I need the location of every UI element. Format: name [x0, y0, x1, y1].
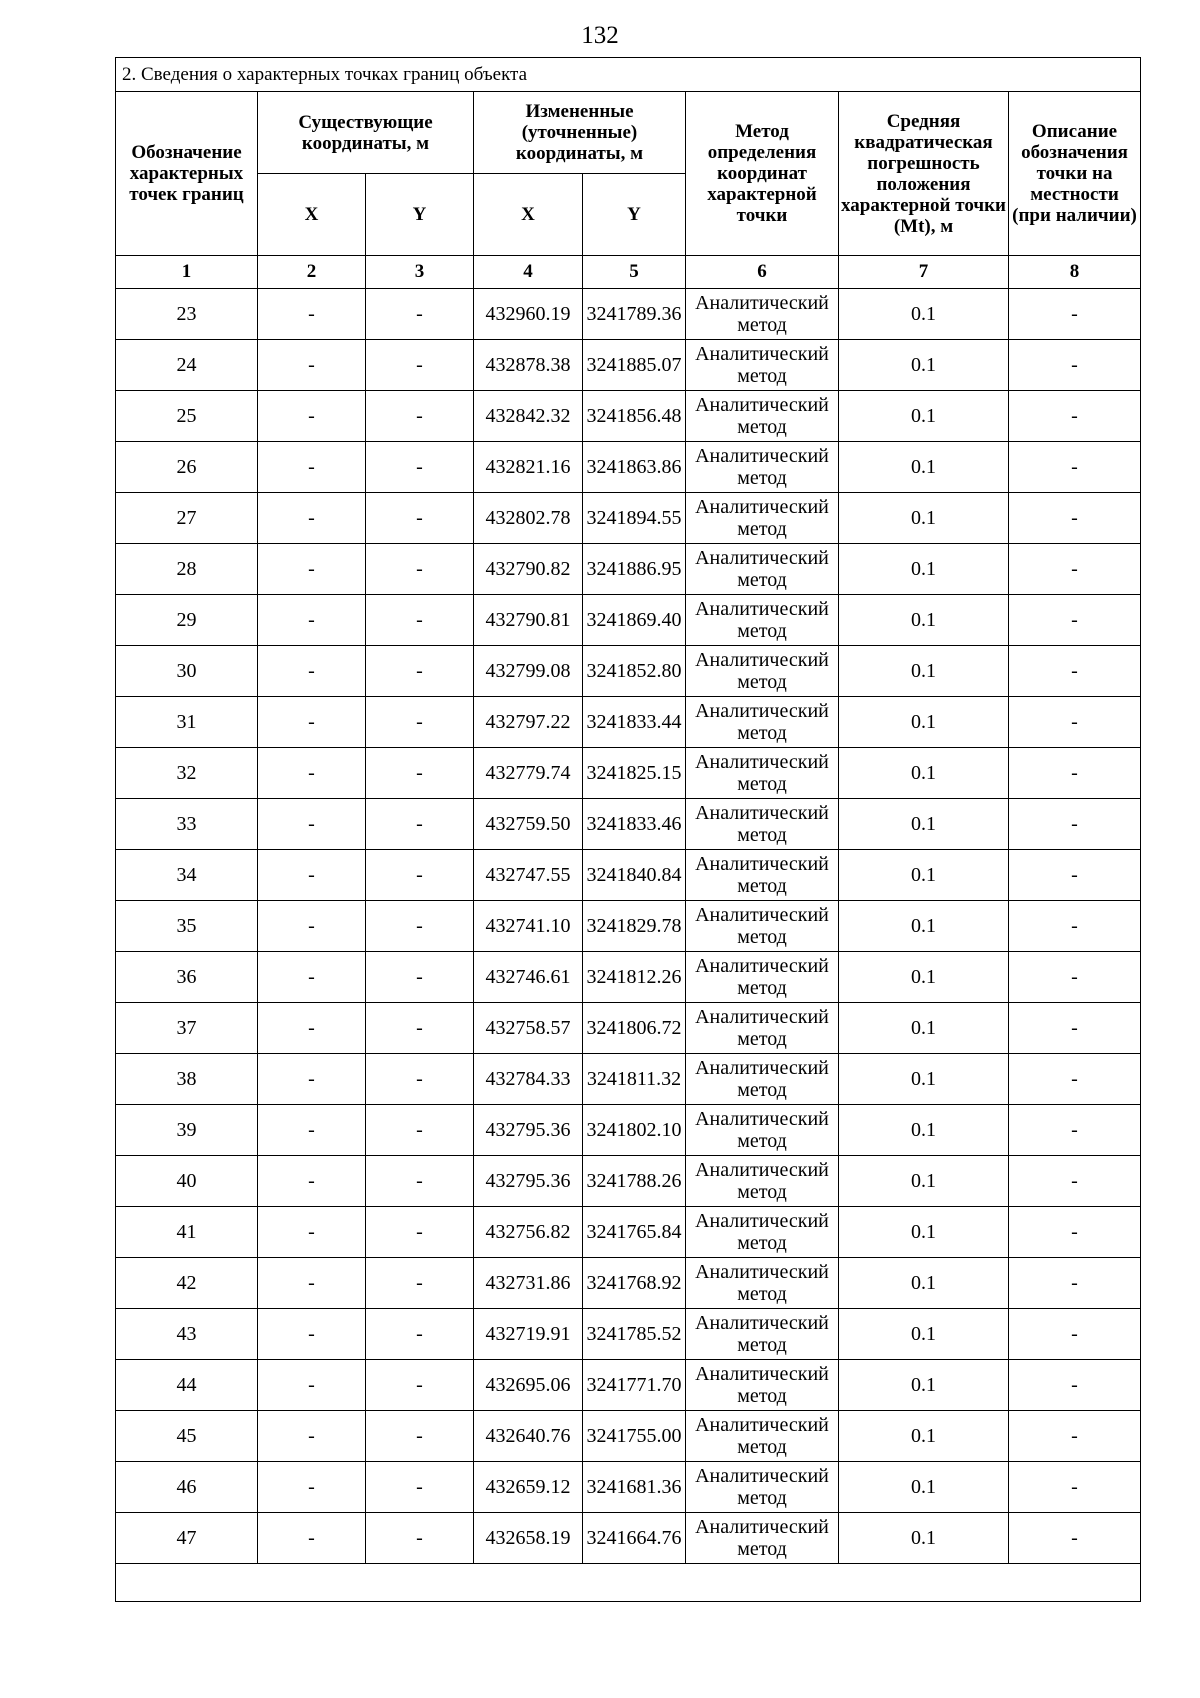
empty-footer-cell [116, 1564, 1141, 1602]
existing-y-cell: - [366, 1207, 474, 1258]
existing-y-cell: - [366, 442, 474, 493]
description-cell: - [1009, 850, 1141, 901]
existing-x-cell: - [258, 544, 366, 595]
y-coordinate-cell: 3241885.07 [583, 340, 686, 391]
error-cell: 0.1 [839, 1054, 1009, 1105]
x-coordinate-cell: 432784.33 [474, 1054, 583, 1105]
existing-y-cell: - [366, 1054, 474, 1105]
header-existing-coords: Существующие координаты, м [258, 92, 474, 174]
point-cell: 36 [116, 952, 258, 1003]
error-cell: 0.1 [839, 595, 1009, 646]
existing-y-cell: - [366, 544, 474, 595]
y-coordinate-cell: 3241825.15 [583, 748, 686, 799]
existing-y-cell: - [366, 1360, 474, 1411]
y-coordinate-cell: 3241869.40 [583, 595, 686, 646]
table-row [116, 850, 1141, 901]
table-row [116, 1462, 1141, 1513]
table-row [116, 799, 1141, 850]
column-number: 3 [366, 256, 474, 289]
point-cell: 30 [116, 646, 258, 697]
existing-x-cell: - [258, 391, 366, 442]
existing-x-cell: - [258, 1207, 366, 1258]
y-coordinate-cell: 3241681.36 [583, 1462, 686, 1513]
existing-x-cell: - [258, 340, 366, 391]
table-row [116, 1513, 1141, 1564]
x-coordinate-cell: 432658.19 [474, 1513, 583, 1564]
point-cell: 23 [116, 289, 258, 340]
description-cell: - [1009, 1309, 1141, 1360]
table-row [116, 1207, 1141, 1258]
point-cell: 45 [116, 1411, 258, 1462]
header-method: Метод определения координат характерной точки [686, 92, 839, 256]
header-changed-x: X [474, 174, 583, 256]
x-coordinate-cell: 432746.61 [474, 952, 583, 1003]
existing-x-cell: - [258, 1462, 366, 1513]
existing-y-cell: - [366, 1309, 474, 1360]
method-cell: Аналитический метод [686, 1207, 839, 1258]
existing-y-cell: - [366, 391, 474, 442]
section-title-row [116, 58, 1141, 92]
method-cell: Аналитический метод [686, 697, 839, 748]
x-coordinate-cell: 432799.08 [474, 646, 583, 697]
existing-y-cell: - [366, 595, 474, 646]
existing-x-cell: - [258, 1360, 366, 1411]
table-row [116, 952, 1141, 1003]
y-coordinate-cell: 3241852.80 [583, 646, 686, 697]
y-coordinate-cell: 3241785.52 [583, 1309, 686, 1360]
x-coordinate-cell: 432802.78 [474, 493, 583, 544]
x-coordinate-cell: 432790.81 [474, 595, 583, 646]
y-coordinate-cell: 3241765.84 [583, 1207, 686, 1258]
description-cell: - [1009, 646, 1141, 697]
point-cell: 37 [116, 1003, 258, 1054]
description-cell: - [1009, 1156, 1141, 1207]
existing-x-cell: - [258, 1054, 366, 1105]
y-coordinate-cell: 3241811.32 [583, 1054, 686, 1105]
description-cell: - [1009, 697, 1141, 748]
method-cell: Аналитический метод [686, 901, 839, 952]
table-row [116, 697, 1141, 748]
x-coordinate-cell: 432747.55 [474, 850, 583, 901]
y-coordinate-cell: 3241812.26 [583, 952, 686, 1003]
error-cell: 0.1 [839, 442, 1009, 493]
existing-y-cell: - [366, 1462, 474, 1513]
description-cell: - [1009, 1054, 1141, 1105]
table-row [116, 289, 1141, 340]
error-cell: 0.1 [839, 493, 1009, 544]
point-cell: 38 [116, 1054, 258, 1105]
existing-y-cell: - [366, 901, 474, 952]
description-cell: - [1009, 1411, 1141, 1462]
point-cell: 34 [116, 850, 258, 901]
method-cell: Аналитический метод [686, 646, 839, 697]
existing-y-cell: - [366, 850, 474, 901]
y-coordinate-cell: 3241829.78 [583, 901, 686, 952]
header-existing-y: Y [366, 174, 474, 256]
point-cell: 35 [116, 901, 258, 952]
existing-y-cell: - [366, 697, 474, 748]
table-row [116, 901, 1141, 952]
x-coordinate-cell: 432758.57 [474, 1003, 583, 1054]
error-cell: 0.1 [839, 1003, 1009, 1054]
point-cell: 41 [116, 1207, 258, 1258]
method-cell: Аналитический метод [686, 1054, 839, 1105]
point-cell: 33 [116, 799, 258, 850]
existing-y-cell: - [366, 646, 474, 697]
y-coordinate-cell: 3241789.36 [583, 289, 686, 340]
x-coordinate-cell: 432795.36 [474, 1105, 583, 1156]
method-cell: Аналитический метод [686, 799, 839, 850]
error-cell: 0.1 [839, 850, 1009, 901]
column-number: 5 [583, 256, 686, 289]
existing-x-cell: - [258, 850, 366, 901]
section-title: 2. Сведения о характерных точках границ объекта [116, 58, 1141, 92]
method-cell: Аналитический метод [686, 544, 839, 595]
column-numbers-row [116, 256, 1141, 289]
method-cell: Аналитический метод [686, 1513, 839, 1564]
existing-x-cell: - [258, 289, 366, 340]
column-number: 8 [1009, 256, 1141, 289]
column-number: 7 [839, 256, 1009, 289]
table-row [116, 1258, 1141, 1309]
point-cell: 39 [116, 1105, 258, 1156]
error-cell: 0.1 [839, 646, 1009, 697]
existing-x-cell: - [258, 1309, 366, 1360]
x-coordinate-cell: 432659.12 [474, 1462, 583, 1513]
y-coordinate-cell: 3241863.86 [583, 442, 686, 493]
existing-y-cell: - [366, 799, 474, 850]
description-cell: - [1009, 289, 1141, 340]
y-coordinate-cell: 3241894.55 [583, 493, 686, 544]
x-coordinate-cell: 432779.74 [474, 748, 583, 799]
point-cell: 43 [116, 1309, 258, 1360]
error-cell: 0.1 [839, 952, 1009, 1003]
error-cell: 0.1 [839, 748, 1009, 799]
boundary-points-table [115, 57, 1141, 1602]
existing-y-cell: - [366, 952, 474, 1003]
method-cell: Аналитический метод [686, 1003, 839, 1054]
y-coordinate-cell: 3241788.26 [583, 1156, 686, 1207]
description-cell: - [1009, 391, 1141, 442]
existing-y-cell: - [366, 1513, 474, 1564]
y-coordinate-cell: 3241886.95 [583, 544, 686, 595]
header-row [116, 92, 1141, 174]
existing-y-cell: - [366, 1105, 474, 1156]
error-cell: 0.1 [839, 901, 1009, 952]
table-row [116, 1156, 1141, 1207]
error-cell: 0.1 [839, 289, 1009, 340]
method-cell: Аналитический метод [686, 1105, 839, 1156]
table-row [116, 1411, 1141, 1462]
description-cell: - [1009, 748, 1141, 799]
error-cell: 0.1 [839, 1156, 1009, 1207]
existing-y-cell: - [366, 340, 474, 391]
description-cell: - [1009, 1513, 1141, 1564]
existing-x-cell: - [258, 1258, 366, 1309]
method-cell: Аналитический метод [686, 391, 839, 442]
method-cell: Аналитический метод [686, 1156, 839, 1207]
method-cell: Аналитический метод [686, 595, 839, 646]
method-cell: Аналитический метод [686, 1258, 839, 1309]
table-row [116, 493, 1141, 544]
description-cell: - [1009, 901, 1141, 952]
method-cell: Аналитический метод [686, 340, 839, 391]
point-cell: 24 [116, 340, 258, 391]
column-number: 1 [116, 256, 258, 289]
existing-x-cell: - [258, 1411, 366, 1462]
point-cell: 29 [116, 595, 258, 646]
method-cell: Аналитический метод [686, 289, 839, 340]
method-cell: Аналитический метод [686, 1309, 839, 1360]
existing-y-cell: - [366, 1411, 474, 1462]
point-cell: 26 [116, 442, 258, 493]
existing-x-cell: - [258, 1513, 366, 1564]
y-coordinate-cell: 3241771.70 [583, 1360, 686, 1411]
method-cell: Аналитический метод [686, 952, 839, 1003]
x-coordinate-cell: 432797.22 [474, 697, 583, 748]
x-coordinate-cell: 432731.86 [474, 1258, 583, 1309]
error-cell: 0.1 [839, 1207, 1009, 1258]
table-row [116, 1309, 1141, 1360]
y-coordinate-cell: 3241840.84 [583, 850, 686, 901]
description-cell: - [1009, 952, 1141, 1003]
existing-x-cell: - [258, 901, 366, 952]
error-cell: 0.1 [839, 1462, 1009, 1513]
existing-y-cell: - [366, 1156, 474, 1207]
header-description: Описание обозначения точки на местности (при наличии) [1009, 92, 1141, 256]
existing-x-cell: - [258, 1156, 366, 1207]
error-cell: 0.1 [839, 340, 1009, 391]
x-coordinate-cell: 432741.10 [474, 901, 583, 952]
point-cell: 27 [116, 493, 258, 544]
page-number: 132 [581, 22, 619, 49]
x-coordinate-cell: 432821.16 [474, 442, 583, 493]
error-cell: 0.1 [839, 697, 1009, 748]
x-coordinate-cell: 432842.32 [474, 391, 583, 442]
method-cell: Аналитический метод [686, 493, 839, 544]
column-number: 4 [474, 256, 583, 289]
header-existing-x: X [258, 174, 366, 256]
x-coordinate-cell: 432756.82 [474, 1207, 583, 1258]
error-cell: 0.1 [839, 1309, 1009, 1360]
table-row [116, 1360, 1141, 1411]
header-error: Средняя квадратическая погрешность положения характерной точки (Mt), м [839, 92, 1009, 256]
table-row [116, 340, 1141, 391]
error-cell: 0.1 [839, 544, 1009, 595]
existing-x-cell: - [258, 1003, 366, 1054]
point-cell: 44 [116, 1360, 258, 1411]
method-cell: Аналитический метод [686, 442, 839, 493]
error-cell: 0.1 [839, 1411, 1009, 1462]
point-cell: 47 [116, 1513, 258, 1564]
y-coordinate-cell: 3241833.44 [583, 697, 686, 748]
description-cell: - [1009, 1105, 1141, 1156]
description-cell: - [1009, 1462, 1141, 1513]
y-coordinate-cell: 3241833.46 [583, 799, 686, 850]
existing-x-cell: - [258, 646, 366, 697]
existing-x-cell: - [258, 799, 366, 850]
table-row [116, 646, 1141, 697]
existing-x-cell: - [258, 748, 366, 799]
table-row [116, 544, 1141, 595]
x-coordinate-cell: 432640.76 [474, 1411, 583, 1462]
x-coordinate-cell: 432878.38 [474, 340, 583, 391]
header-changed-coords: Измененные (уточненные) координаты, м [474, 92, 686, 174]
y-coordinate-cell: 3241768.92 [583, 1258, 686, 1309]
description-cell: - [1009, 1258, 1141, 1309]
x-coordinate-cell: 432790.82 [474, 544, 583, 595]
table-row [116, 391, 1141, 442]
existing-y-cell: - [366, 748, 474, 799]
existing-y-cell: - [366, 1003, 474, 1054]
description-cell: - [1009, 1207, 1141, 1258]
method-cell: Аналитический метод [686, 1462, 839, 1513]
y-coordinate-cell: 3241856.48 [583, 391, 686, 442]
existing-x-cell: - [258, 493, 366, 544]
column-number: 6 [686, 256, 839, 289]
x-coordinate-cell: 432759.50 [474, 799, 583, 850]
column-number: 2 [258, 256, 366, 289]
error-cell: 0.1 [839, 1258, 1009, 1309]
point-cell: 32 [116, 748, 258, 799]
existing-x-cell: - [258, 952, 366, 1003]
existing-x-cell: - [258, 697, 366, 748]
header-designation: Обозначение характерных точек границ [116, 92, 258, 256]
description-cell: - [1009, 1003, 1141, 1054]
error-cell: 0.1 [839, 1105, 1009, 1156]
y-coordinate-cell: 3241664.76 [583, 1513, 686, 1564]
description-cell: - [1009, 340, 1141, 391]
existing-y-cell: - [366, 1258, 474, 1309]
point-cell: 25 [116, 391, 258, 442]
y-coordinate-cell: 3241806.72 [583, 1003, 686, 1054]
x-coordinate-cell: 432795.36 [474, 1156, 583, 1207]
existing-y-cell: - [366, 289, 474, 340]
header-changed-y: Y [583, 174, 686, 256]
table-row [116, 1105, 1141, 1156]
description-cell: - [1009, 595, 1141, 646]
table-row [116, 748, 1141, 799]
table-row [116, 1003, 1141, 1054]
point-cell: 31 [116, 697, 258, 748]
existing-x-cell: - [258, 1105, 366, 1156]
method-cell: Аналитический метод [686, 1360, 839, 1411]
point-cell: 46 [116, 1462, 258, 1513]
y-coordinate-cell: 3241802.10 [583, 1105, 686, 1156]
description-cell: - [1009, 442, 1141, 493]
error-cell: 0.1 [839, 391, 1009, 442]
point-cell: 42 [116, 1258, 258, 1309]
description-cell: - [1009, 493, 1141, 544]
error-cell: 0.1 [839, 799, 1009, 850]
method-cell: Аналитический метод [686, 850, 839, 901]
description-cell: - [1009, 799, 1141, 850]
error-cell: 0.1 [839, 1360, 1009, 1411]
method-cell: Аналитический метод [686, 1411, 839, 1462]
point-cell: 40 [116, 1156, 258, 1207]
existing-y-cell: - [366, 493, 474, 544]
x-coordinate-cell: 432719.91 [474, 1309, 583, 1360]
existing-x-cell: - [258, 442, 366, 493]
table-row [116, 595, 1141, 646]
existing-x-cell: - [258, 595, 366, 646]
table-row [116, 442, 1141, 493]
error-cell: 0.1 [839, 1513, 1009, 1564]
method-cell: Аналитический метод [686, 748, 839, 799]
y-coordinate-cell: 3241755.00 [583, 1411, 686, 1462]
description-cell: - [1009, 544, 1141, 595]
x-coordinate-cell: 432695.06 [474, 1360, 583, 1411]
point-cell: 28 [116, 544, 258, 595]
description-cell: - [1009, 1360, 1141, 1411]
empty-footer-row [116, 1564, 1141, 1602]
table-row [116, 1054, 1141, 1105]
x-coordinate-cell: 432960.19 [474, 289, 583, 340]
